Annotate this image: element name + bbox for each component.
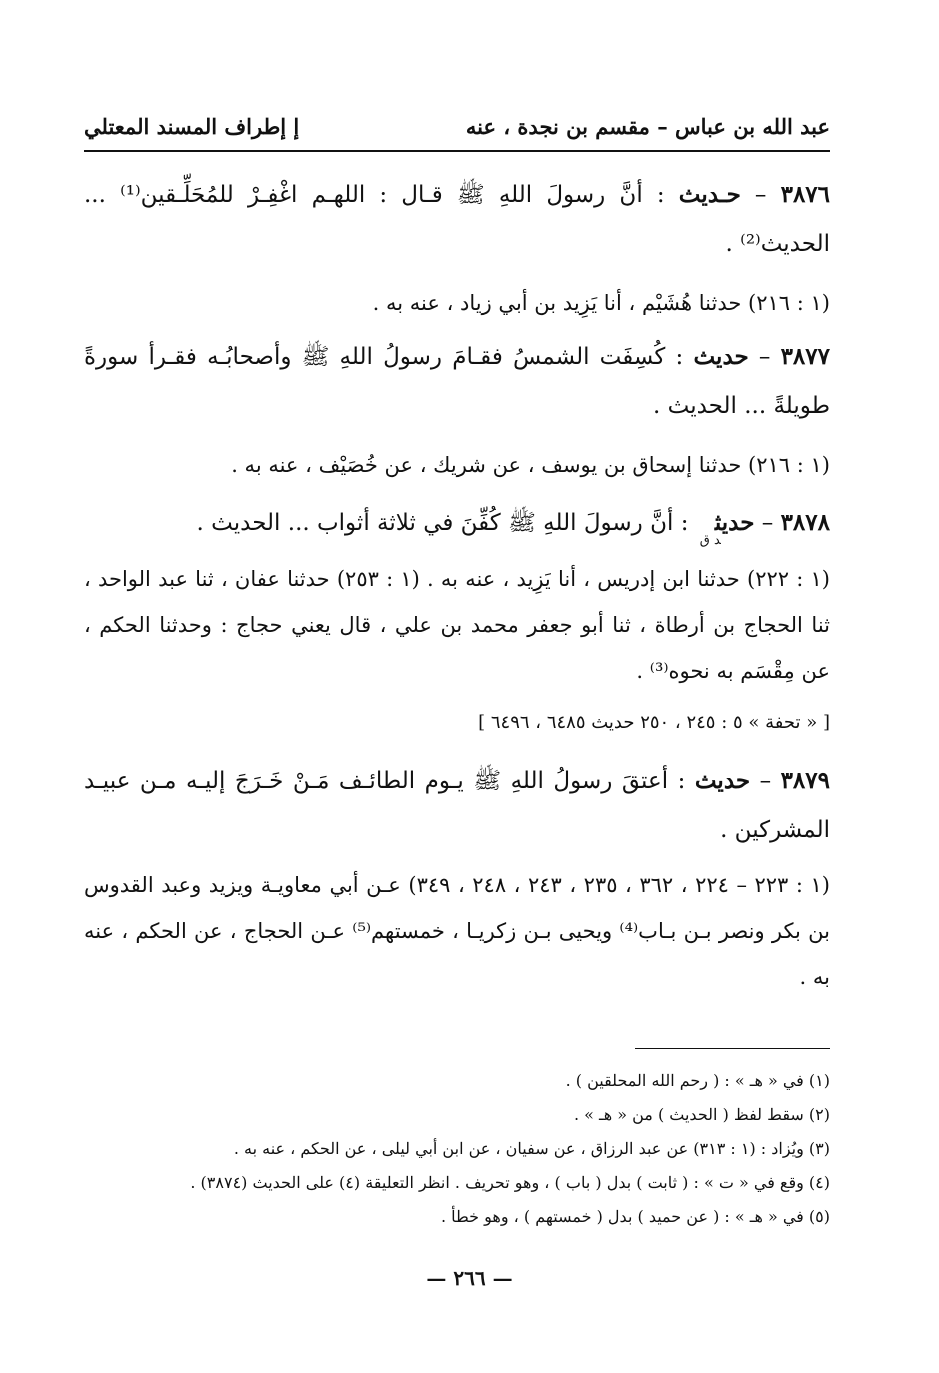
hadith-keyword: حديث bbox=[694, 767, 751, 794]
footnote-2: (٢) سقط لفظ ( الحديث ) من « هـ » . bbox=[573, 1105, 830, 1124]
dash: – bbox=[754, 510, 774, 536]
hadith-number: ٣٨٧٧ bbox=[780, 343, 830, 370]
hadith-3879 bbox=[84, 756, 830, 855]
hadith-number: ٣٨٧٦ bbox=[780, 181, 831, 208]
hadith-text: : أنَّ رسولَ اللهِ ﷺ كُفِّنَ في ثلاثة أثواب ... الحديث . bbox=[196, 510, 696, 536]
footnote-3: (٣) ويُزاد : (١ : ٣١٣) عن عبد الرزاق ، عن سفيان ، عن ابن أبي ليلى ، عن الحكم ، عنه به . bbox=[233, 1139, 830, 1158]
footnotes bbox=[84, 1064, 830, 1234]
chain-3879 bbox=[84, 862, 870, 1000]
chain-3877 bbox=[84, 442, 870, 488]
isnad-text: (١ : ٢٢٢) حدثنا ابن إدريس ، أنا يَزِيد ، عنه به . (١ : ٢٥٣) حدثنا عفان ، ثنا عبد الواحد ، ثنا الحجاج بن أرطاة ، ثنا أبو جعفر محمد بن علي ، قال يعني حجاج : وحدثنا الحكم ، عن مِقْسَم به نحوه⁽³⁾ . bbox=[84, 567, 830, 683]
chain-3878 bbox=[84, 556, 870, 694]
hadith-keyword: حديث bbox=[693, 343, 749, 370]
dash: – bbox=[748, 344, 771, 370]
page-number: — ٢٦٦ — bbox=[426, 1266, 513, 1290]
running-header bbox=[84, 114, 830, 152]
dash: – bbox=[740, 182, 767, 208]
dash: – bbox=[750, 768, 772, 794]
footnote-divider bbox=[635, 1048, 830, 1049]
header-book-title: إ إطراف المسند المعتلي bbox=[84, 114, 300, 139]
header-title: عبد الله بن عباس – مقسم بن نجدة ، عنه bbox=[465, 114, 830, 139]
source-siglum: د ق bbox=[699, 533, 721, 548]
tuhfa-reference bbox=[84, 712, 830, 733]
chain-3876 bbox=[84, 280, 870, 326]
footnote-1: (١) في « هـ » : ( رحم الله المحلقين ) . bbox=[565, 1071, 830, 1090]
hadith-text: : أعتقَ رسولُ اللهِ ﷺ يـوم الطائـف مَـنْ خَـرَجَ إليـه مـن عبيـد المشركين . bbox=[84, 768, 830, 843]
hadith-number: ٣٨٧٩ bbox=[780, 767, 830, 794]
hadith-number: ٣٨٧٨ bbox=[780, 509, 830, 536]
hadith-keyword: حديث bbox=[714, 509, 755, 536]
hadith-keyword: حـديث bbox=[678, 181, 741, 208]
hadith-3877 bbox=[84, 332, 830, 431]
isnad-text: (١ : ٢١٦) حدثنا هُشَيْم ، أنا يَزِيد بن أبي زياد ، عنه به . bbox=[372, 291, 830, 315]
footnote-5: (٥) في « هـ » : ( عن حميد ) بدل ( خمستهم ) ، وهو خطأ . bbox=[441, 1207, 830, 1226]
hadith-text: : كُسِفَت الشمسُ فقـامَ رسولُ اللهِ ﷺ وأصحابُـه فقـرأ سورةً طويلةً ... الحديث . bbox=[84, 344, 830, 419]
isnad-text: (١ : ٢٢٣ – ٢٢٤ ، ٣٦٢ ، ٢٣٥ ، ٢٤٣ ، ٢٤٨ ، ٣٤٩) عـن أبي معاويـة ويزيد وعبد القدوس بن بكر ونصر بـن بـاب⁽⁴⁾ ويحيى بـن زكريـا ، خمستهم⁽⁵⁾ عـن الحجاج ، عن الحكم ، عنه به . bbox=[84, 873, 830, 989]
hadith-3878 bbox=[84, 498, 830, 551]
tuhfa-text: [ « تحفة » ٥ : ٢٤٥ ، ٢٥٠ حديث ٦٤٨٥ ، ٦٤٩٦ ] bbox=[478, 712, 830, 733]
isnad-text: (١ : ٢١٦) حدثنا إسحاق بن يوسف ، عن شريك ، عن خُصَيْف ، عنه به . bbox=[231, 453, 830, 477]
footnote-4: (٤) وقع في « ت » : ( ثابت ) بدل ( باب ) ، وهو تحريف . انظر التعليقة (٤) على الحديث (٣٨٧٤) . bbox=[190, 1173, 830, 1192]
hadith-3876 bbox=[84, 170, 830, 269]
hadith-text: : أنَّ رسولَ اللهِ ﷺ قـال : اللهـم اغْفِـرْ للمُحَلِّـقين⁽¹⁾ ... الحديث⁽²⁾ . bbox=[84, 182, 830, 257]
